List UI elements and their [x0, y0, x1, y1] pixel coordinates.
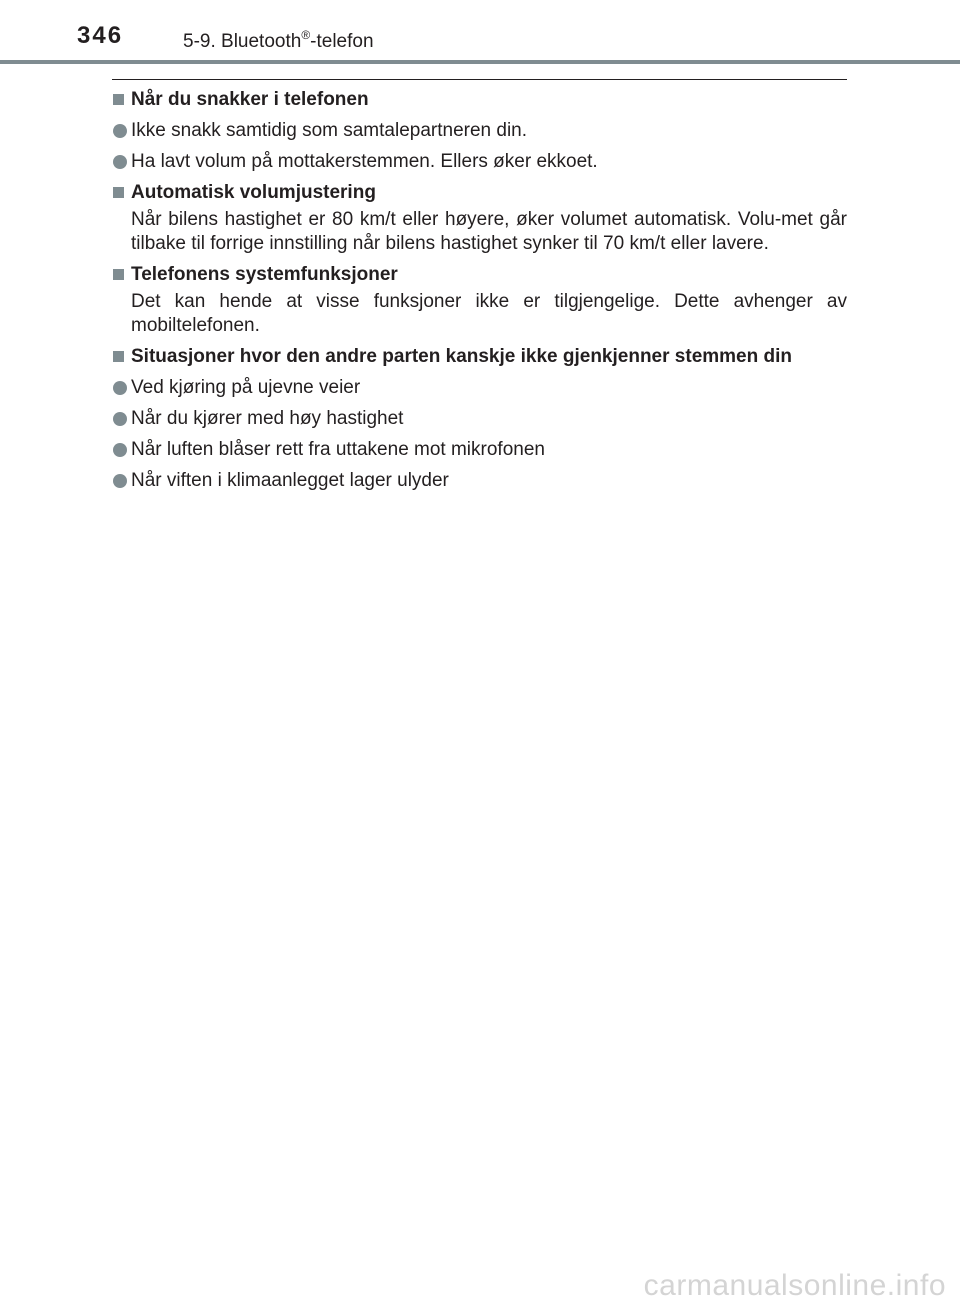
section-heading — [112, 263, 847, 287]
bullet-item — [112, 407, 847, 431]
heading-text: Når du snakker i telefonen — [131, 89, 369, 110]
square-bullet-icon — [113, 94, 124, 105]
bullet-text: Ha lavt volum på mottakerstemmen. Ellers øker ekkoet. — [131, 151, 598, 172]
bullet-text: Når luften blåser rett fra uttakene mot mikrofonen — [131, 439, 545, 460]
page-header — [0, 0, 960, 64]
bullet-item — [112, 469, 847, 493]
heading-text: Telefonens systemfunksjoner — [131, 264, 398, 285]
section-heading — [112, 88, 847, 112]
paragraph: Når bilens hastighet er 80 km/t eller høyere, øker volumet automatisk. Volu-met går tilbake til forrige innstilling når bilens hastighet synker til 70 km/t eller lavere. — [131, 209, 847, 254]
watermark: carmanualsonline.info — [643, 1269, 946, 1302]
section-heading — [112, 181, 847, 205]
page-content — [112, 88, 847, 493]
page-number: 346 — [77, 22, 124, 49]
bullet-text: Ikke snakk samtidig som samtalepartneren din. — [131, 120, 528, 141]
heading-text: Automatisk volumjustering — [131, 182, 376, 203]
square-bullet-icon — [113, 269, 124, 280]
circle-bullet-icon — [113, 474, 127, 488]
bullet-item — [112, 376, 847, 400]
circle-bullet-icon — [113, 124, 127, 138]
circle-bullet-icon — [113, 443, 127, 457]
bullet-item — [112, 438, 847, 462]
square-bullet-icon — [113, 187, 124, 198]
registered-mark: ® — [301, 28, 311, 42]
bullet-text: Når viften i klimaanlegget lager ulyder — [131, 470, 449, 491]
circle-bullet-icon — [113, 155, 127, 169]
section-heading — [112, 345, 847, 369]
section-title-prefix: 5-9. Bluetooth — [183, 31, 302, 52]
header-divider — [0, 60, 960, 64]
bullet-text: Når du kjører med høy hastighet — [131, 408, 404, 429]
bullet-item — [112, 119, 847, 143]
paragraph: Det kan hende at visse funksjoner ikke er tilgjengelige. Dette avhenger av mobiltelefonen. — [131, 291, 847, 336]
circle-bullet-icon — [113, 381, 127, 395]
bullet-text: Ved kjøring på ujevne veier — [131, 377, 361, 398]
circle-bullet-icon — [113, 412, 127, 426]
heading-text: Situasjoner hvor den andre parten kanskje ikke gjenkjenner stemmen din — [131, 346, 792, 367]
content-top-rule — [112, 79, 847, 80]
section-title-suffix: -telefon — [310, 31, 374, 52]
section-title — [183, 28, 374, 53]
bullet-item — [112, 150, 847, 174]
square-bullet-icon — [113, 351, 124, 362]
